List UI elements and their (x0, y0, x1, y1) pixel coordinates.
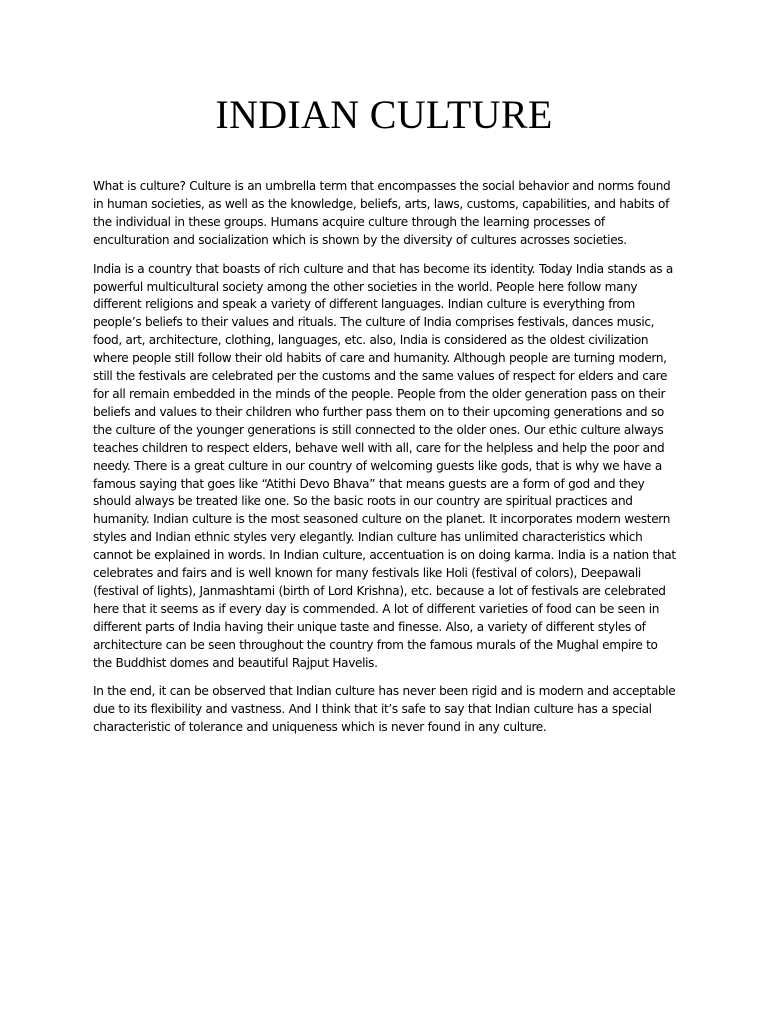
paragraph-main: India is a country that boasts of rich culture and that has become its identity. Today India stands as a powerful multicultural society among the other societies in the world. People here follow many different religions and speak a variety of different languages. Indian culture is everything from people’s beliefs to their values and rituals. The culture of India comprises festivals, dances music, food, art, architecture, clothing, languages, etc. also, India is considered as the oldest civilization where people still follow their old habits of care and humanity. Although people are turning modern, still the festivals are celebrated per the customs and the same values of respect for elders and care for all remain embedded in the minds of the people. People from the older generation pass on their beliefs and values to their children who further pass them on to their upcoming generations and so the culture of the younger generations is still connected to the older ones. Our ethic culture always teaches children to respect elders, behave well with all, care for the helpless and help the poor and needy. There is a great culture in our country of welcoming guests like gods, that is why we have a famous saying that goes like “Atithi Devo Bhava” that means guests are a form of god and they should always be treated like one. So the basic roots in our country are spiritual practices and humanity. Indian culture is the most seasoned culture on the planet. It incorporates modern western styles and Indian ethnic styles very elegantly. Indian culture has unlimited characteristics which cannot be explained in words. In Indian culture, accentuation is on doing karma. India is a nation that celebrates and fairs and is well known for many festivals like Holi (festival of colors), Deepawali (festival of lights), Janmashtami (birth of Lord Krishna), etc. because a lot of festivals are celebrated here that it seems as if every day is commended. A lot of different varieties of food can be seen in different parts of India having their unique taste and finesse. Also, a variety of different styles of architecture can be seen throughout the country from the famous murals of the Mughal empire to the Buddhist domes and beautiful Rajput Havelis. (93, 261, 676, 670)
paragraph-intro: What is culture? Culture is an umbrella term that encompasses the social behavior and norms found in human societies, as well as the knowledge, beliefs, arts, laws, customs, capabilities, and habits of the individual in these groups. Humans acquire culture through the learning processes of enculturation and socialization which is shown by the diversity of cultures acrosses societies. (93, 179, 671, 247)
document-body (93, 178, 677, 748)
document-title: INDIAN CULTURE (215, 92, 553, 137)
paragraph-conclusion: In the end, it can be observed that Indian culture has never been rigid and is modern and acceptable due to its flexibility and vastness. And I think that it’s safe to say that Indian culture has a special characteristic of tolerance and uniqueness which is never found in any culture. (93, 684, 676, 735)
